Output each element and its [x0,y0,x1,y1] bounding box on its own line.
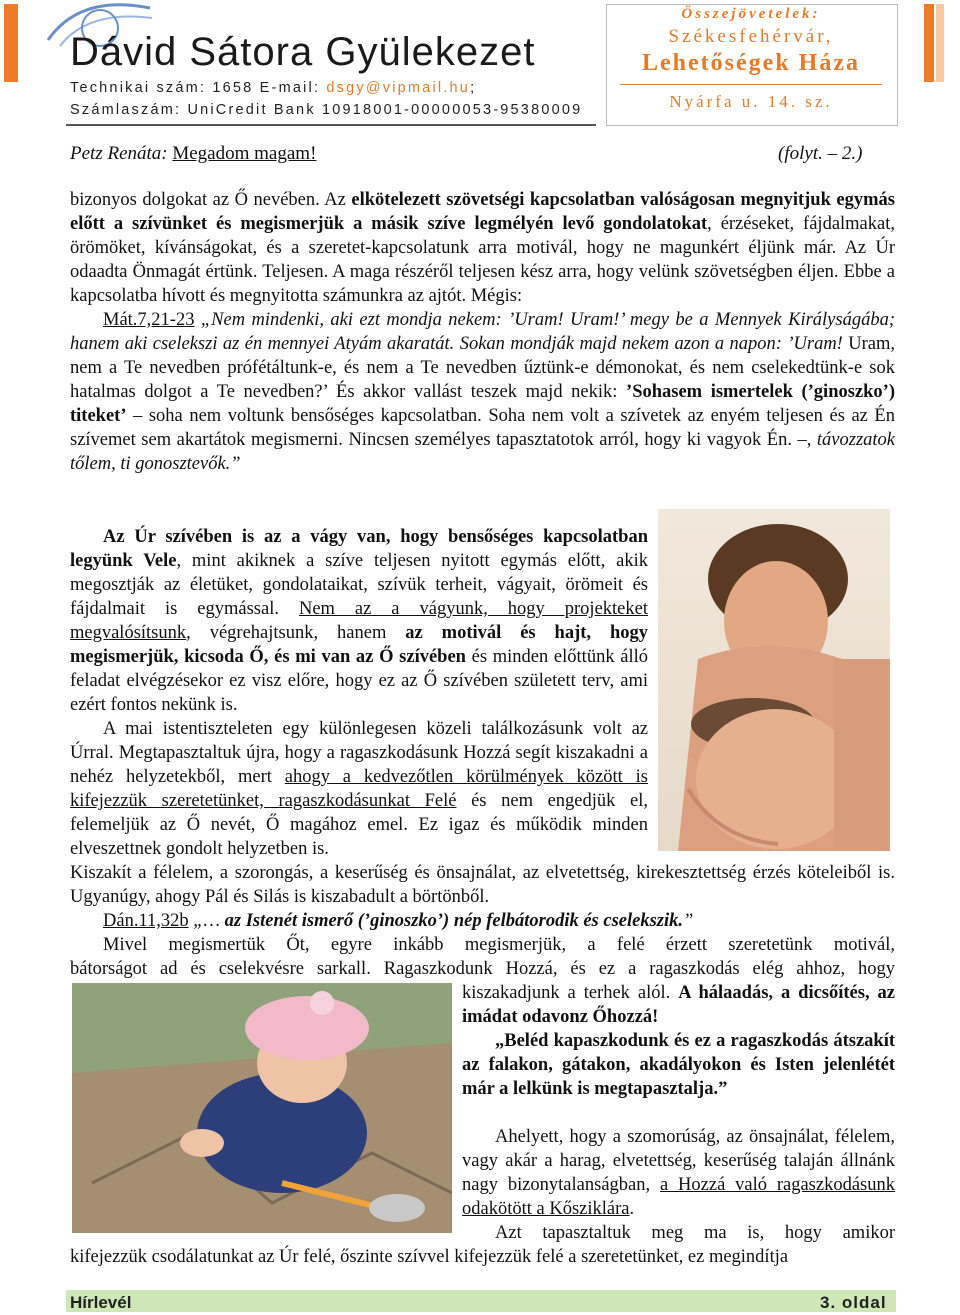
scripture-quote-dan: Dán.11,32b „… az Istenét ismerő (’ginoszko’) nép felbátorodik és cselekszik.” [103,911,694,931]
site-title: Dávid Sátora Gyülekezet [70,30,536,74]
paragraph-4: Kiszakít a félelem, a szorongás, a keserűség és önsajnálat, az elvetettség, kirekesztettség érzés köteleiből is. Ugyanúgy, ahogy Pál és Silás is kiszabadult a börtönből. [70,863,895,907]
header-divider [66,124,596,126]
meeting-label: Összejövetelek: [681,6,821,22]
accent-bar-shadow [936,4,944,82]
meeting-divider [620,84,882,85]
right-accent-bar [924,4,934,82]
left-accent-bar [4,4,18,82]
paragraph-2: Az Úr szívében is az a vágy van, hogy bensőséges kapcsolatban legyünk Vele, mint akiknek a szíve teljesen nyitott egymás előtt, akik megosztják az életüket, gondolataikat, szívük terheit, vágyait, örömeit és fájdalmait is egymással. Nem az a vágyunk, hogy projekteket megvalósítsunk, végrehajtsunk, hanem az motivál és hajt, hogy megismerjük, kicsoda Ő, és mi van az Ő szívében és minden előttünk álló feladat elvégzésekor ez visz előre, hogy ez az Ő szívében született terv, ami ezért fontos nekünk is. [70,527,649,715]
meeting-city: Székesfehérvár, [668,26,834,47]
footer-bar [66,1290,896,1312]
article-title: Megadom magam! [172,143,317,164]
footer-newsletter: Hírlevél [70,1293,132,1312]
scripture-ref-dan: Dán.11,32b [103,911,189,931]
paragraph-8-line-1: Azt tapasztaltuk meg ma is, hogy amikor [495,1223,895,1243]
paragraph-6: „Beléd kapaszkodunk és ez a ragaszkodás átszakít az falakon, gátakon, akadályokon és Isten jelenlétét már a lelkünk is megtapasztalja.” [462,1031,895,1099]
scripture-ref-mat: Mát.7,21-23 [103,310,195,330]
paragraph-1: bizonyos dolgokat az Ő nevében. Az elkötelezett szövetségi kapcsolatban valóságosan megnyitjuk egymás előtt a szívünket és megismerjük a másik szíve legmélyén levő gondolatokat, érzéseket, fájdalmakat, örömöket, kívánságokat, és a szeretet-kapcsolatunk arra motivál, hogy ne magunkért éljünk már. Az Úr odaadta Önmagát értünk. Teljesen. A maga részéről teljesen kész arra, hogy velünk szövetségben éljen. Ebbe a kapcsolatba hívott és megnyitotta számunkra az ajtót. Mégis: Mát.7,21-23 „Nem mindenki, aki ezt mondja nekem: ’Uram! Uram!’ megy be a Mennyek Királyságába; hanem aki cselekszi az én mennyei Atyám akaratát. Sokan mondják majd nekem azon a napon: ’Uram! Uram, nem a Te nevedben prófétáltunk-e, és nem a Te nevedben űztünk-e démonokat, és nem cselekedtünk-e sok hatalmas dolgot a Te nevedben?’ És akkor vallást teszek majd nekik: ’Sohasem ismertelek (’ginoszko’) titeket’ – soha nem voltunk bensőséges kapcsolatban. Soha nem volt a szívetek az enyém teljesen és az Én szívemet sem akartátok megismerni. Nincsen személyes tapasztatotok arról, hogy ki vagyok Én. –, távozzatok tőlem, ti gonosztevők.” [70,190,896,474]
footer-page-number: 3. oldal [820,1293,887,1312]
email-link[interactable]: dsgy@vipmail.hu [326,80,471,96]
bank-account: Számlaszám: UniCredit Bank 10918001-00000053-95380009 [70,102,583,118]
photo-child-climbing [72,983,452,1233]
meeting-venue: Lehetőségek Háza [642,50,860,76]
paragraph-5-line-1: Mivel megismertük Őt, egyre inkább megismerjük, a felé érzett szeretetünk motivál, [103,935,895,955]
meeting-address: Nyárfa u. 14. sz. [669,92,833,111]
paragraph-5-line-2: bátorságot ad és cselekvésre sarkall. Ragaszkodunk Hozzá, és ez a ragaszkodás elég ahhoz, hogy [70,959,895,979]
photo-father-son [658,509,890,851]
continued-note: (folyt. – 2.) [778,143,863,164]
paragraph-8-line-2: kifejezzük csodálatunkat az Úr felé, őszinte szívvel kifejezzük felé a szeretetünket, ez megindítja [70,1247,789,1267]
paragraph-3: A mai istentiszteleten egy különlegesen közeli találkozásunk volt az Úrral. Megtapasztaltuk újra, hogy a ragaszkodásunk Hozzá segít kiszakadni a nehéz helyzetekből, mert ahogy a kedvezőtlen körülmények között is kifejezzük szeretetünket, ragaszkodásunkat Felé és nem engedjük el, felemeljük az Ő nevét, Ő magához emel. Ez igaz és működik minden elveszettnek gondolt helyzetben is. [70,719,648,859]
technical-info: Technikai szám: 1658 E-mail: dsgy@vipmail.hu; [70,80,477,96]
paragraph-5-tail: kiszakadjunk a terhek alól. A hálaadás, a dicsőítés, az imádat odavonz Őhozzá! [462,983,895,1027]
paragraph-7: Ahelyett, hogy a szomorúság, az önsajnálat, félelem, vagy akár a harag, elvetettség, keserűség talaján állnánk nagy bizonytalanságban, a Hozzá való ragaszkodásunk odakötött a Kősziklára. [462,1127,895,1219]
article-heading: Petz Renáta: Megadom magam! [70,143,317,164]
